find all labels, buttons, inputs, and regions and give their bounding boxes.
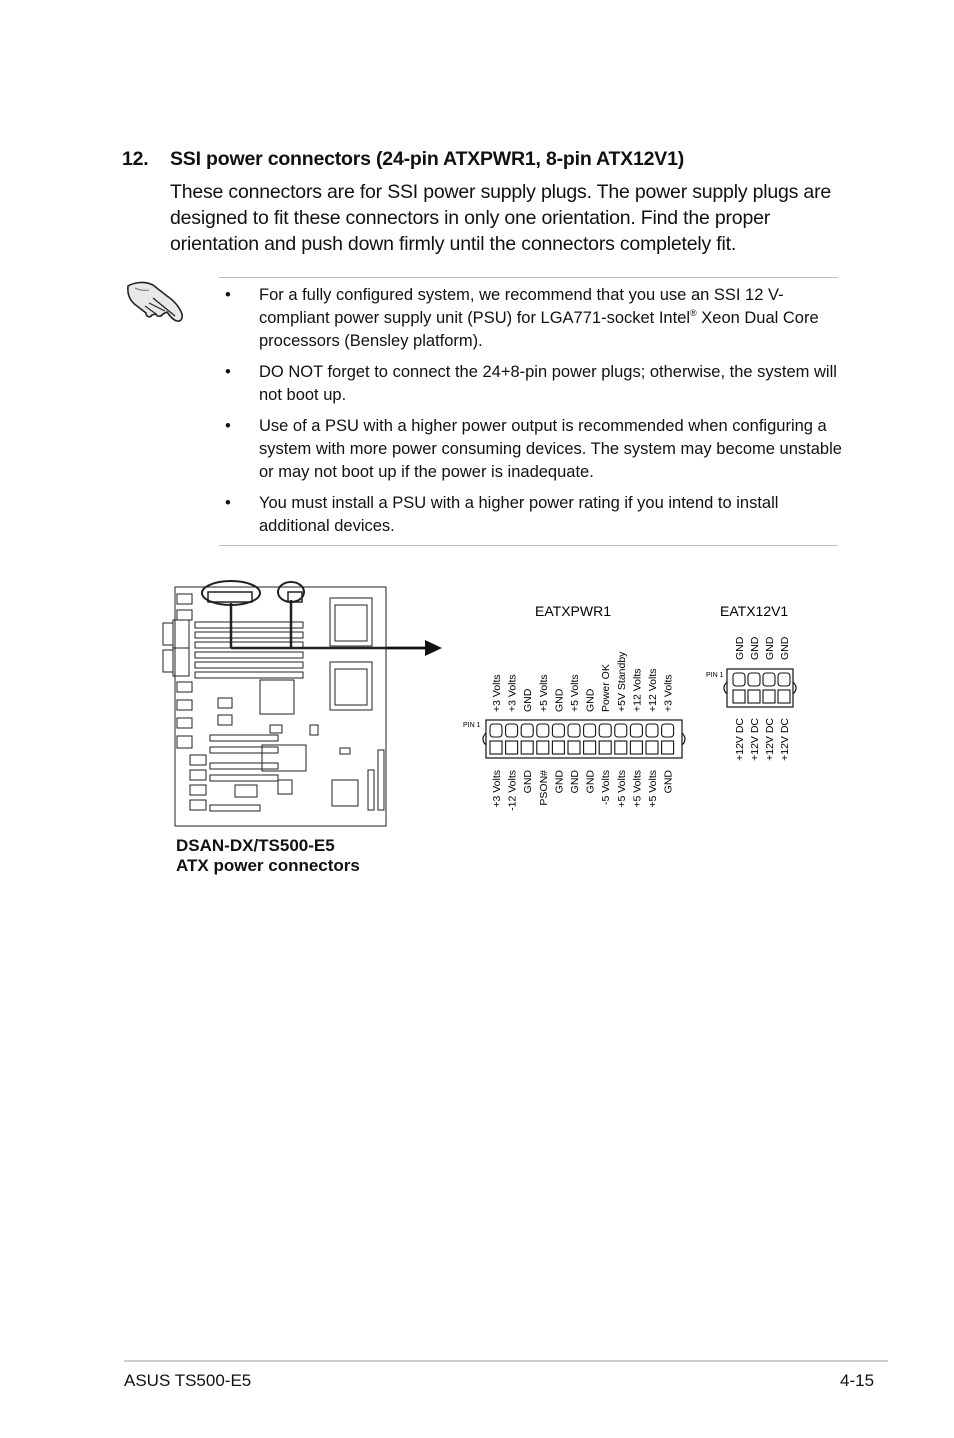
eatxpwr1-pin bbox=[599, 741, 611, 754]
eatxpwr1-pin bbox=[568, 741, 580, 754]
eatxpwr1-bottom-pin-label: +5 Volts bbox=[615, 770, 628, 808]
eatx12v1-bottom-pin-label: +12V DC bbox=[779, 718, 791, 761]
eatxpwr1-top-pin-label: +3 Volts bbox=[662, 674, 675, 712]
eatx12v1-bottom-pin-label: +12V DC bbox=[734, 718, 746, 761]
footer-product: ASUS TS500-E5 bbox=[124, 1371, 252, 1390]
eatxpwr1-bottom-pin-label: GND bbox=[522, 770, 535, 794]
section-number: 12. bbox=[122, 148, 149, 170]
eatx12v1-pin bbox=[733, 690, 745, 703]
eatxpwr1-pin bbox=[615, 741, 627, 754]
eatxpwr1-bottom-pin-label: +5 Volts bbox=[647, 770, 659, 808]
eatx12v1-bottom-labels bbox=[734, 718, 791, 761]
eatxpwr1-label: EATXPWR1 bbox=[535, 603, 611, 619]
eatx12v1-pin bbox=[748, 690, 760, 703]
eatxpwr1-pin bbox=[506, 741, 518, 754]
bullet: • bbox=[225, 286, 231, 304]
eatxpwr1-pin bbox=[521, 741, 533, 754]
note-item: • You must install a PSU with a higher power rating if you intend to install additional devices. bbox=[225, 494, 779, 535]
hand-pointing-icon bbox=[123, 276, 185, 328]
eatx12v1-pin bbox=[763, 690, 775, 703]
eatx12v1-top-pin-label: GND bbox=[734, 636, 746, 660]
eatxpwr1-bottom-labels bbox=[491, 770, 675, 811]
eatxpwr1-pin bbox=[646, 741, 658, 754]
eatx12v1-pin bbox=[778, 690, 790, 703]
eatxpwr1-pin bbox=[630, 724, 642, 737]
eatxpwr1-bottom-pin-label: +3 Volts bbox=[491, 770, 503, 808]
eatxpwr1-bottom-pin-label: GND bbox=[662, 770, 675, 794]
eatx12v1-bottom-pin-label: +12V DC bbox=[749, 718, 761, 761]
eatxpwr1-top-pin-label: +3 Volts bbox=[506, 674, 519, 712]
section-intro: These connectors are for SSI power supply plugs. The power supply plugs are designed to fit these connectors in only one orientation. Find the proper orientation and push down firmly until the connectors completely fit. bbox=[170, 181, 832, 255]
eatxpwr1-pin bbox=[552, 724, 564, 737]
pointer-arrow bbox=[386, 640, 442, 656]
note-item: • Use of a PSU with a higher power output is recommended when configuring a system with more power consuming devices. The system may become unstable or may not boot up if the power is inadequate. bbox=[225, 417, 842, 481]
eatxpwr1-top-pin-label: +5 Volts bbox=[569, 674, 581, 712]
note-top-divider bbox=[219, 277, 838, 278]
eatxpwr1-pin bbox=[521, 724, 533, 737]
eatxpwr1-pin bbox=[646, 724, 658, 737]
eatxpwr1-pin bbox=[506, 724, 518, 737]
eatxpwr1-pin bbox=[490, 724, 502, 737]
eatx12v1-top-pin-label: GND bbox=[764, 636, 776, 660]
eatx12v1-pin bbox=[763, 673, 775, 686]
eatxpwr1-pin bbox=[552, 741, 564, 754]
bullet: • bbox=[225, 363, 231, 381]
eatx12v1-bottom-pin-label: +12V DC bbox=[764, 718, 776, 761]
eatx12v1-pin bbox=[748, 673, 760, 686]
eatxpwr1-top-pin-label: +12 Volts bbox=[631, 668, 644, 712]
eatxpwr1-bottom-pin-label: +5 Volts bbox=[631, 770, 644, 808]
caption-model: DSAN-DX/TS500-E5 bbox=[176, 836, 335, 855]
eatxpwr1-pin bbox=[537, 741, 549, 754]
eatxpwr1-pin bbox=[630, 741, 642, 754]
section-heading bbox=[122, 148, 684, 171]
eatxpwr1-pin bbox=[662, 741, 674, 754]
eatxpwr1-top-pin-label: +3 Volts bbox=[491, 674, 503, 712]
eatxpwr1-top-pin-label: +5V Standby bbox=[615, 651, 628, 712]
note-item: • DO NOT forget to connect the 24+8-pin power plugs; otherwise, the system will not boot up. bbox=[225, 363, 837, 404]
eatxpwr1-pin bbox=[615, 724, 627, 737]
note-list bbox=[222, 284, 842, 538]
eatx12v1-pin bbox=[778, 673, 790, 686]
eatxpwr1-bottom-pin-label: GND bbox=[569, 770, 581, 794]
eatxpwr1-top-pin-label: Power OK bbox=[600, 664, 613, 712]
eatx12v1-top-labels bbox=[734, 636, 791, 660]
bullet: • bbox=[225, 417, 231, 435]
eatxpwr1-pin bbox=[662, 724, 674, 737]
note-bottom-divider bbox=[219, 545, 838, 546]
eatx12v1-top-pin-label: GND bbox=[779, 636, 791, 660]
eatx12v1-pin1-label: PIN 1 bbox=[706, 672, 724, 679]
diagram-caption bbox=[176, 836, 360, 876]
note-item: • For a fully configured system, we recommend that you use an SSI 12 V-compliant power supply unit (PSU) for LGA771-socket Intel® Xeon Dual Core processors (Bensley platform). bbox=[225, 286, 819, 350]
eatxpwr1-top-pin-label: GND bbox=[553, 688, 566, 712]
eatxpwr1-bottom-pin-label: GND bbox=[553, 770, 566, 794]
motherboard-illustration bbox=[163, 581, 425, 826]
eatxpwr1-bottom-pin-label: GND bbox=[584, 770, 597, 794]
eatxpwr1-pin bbox=[584, 724, 596, 737]
eatxpwr1-pin bbox=[537, 724, 549, 737]
eatxpwr1-pin bbox=[490, 741, 502, 754]
eatxpwr1-top-pin-label: GND bbox=[522, 688, 535, 712]
eatxpwr1-top-pin-label: +12 Volts bbox=[647, 668, 659, 712]
eatxpwr1-bottom-pin-label: -12 Volts bbox=[506, 770, 519, 811]
section-title: SSI power connectors (24-pin ATXPWR1, 8-pin ATX12V1) bbox=[170, 148, 685, 170]
eatxpwr1-top-pin-label: +5 Volts bbox=[537, 674, 550, 712]
eatxpwr1-pin bbox=[599, 724, 611, 737]
eatx12v1-pins bbox=[733, 673, 790, 703]
eatxpwr1-bottom-pin-label: PSON# bbox=[537, 770, 550, 806]
footer-divider bbox=[124, 1360, 888, 1362]
eatxpwr1-pin1-label: PIN 1 bbox=[463, 722, 481, 729]
eatxpwr1-pins bbox=[490, 724, 674, 754]
eatxpwr1-pin bbox=[568, 724, 580, 737]
eatxpwr1-top-pin-label: GND bbox=[584, 688, 597, 712]
bullet: • bbox=[225, 494, 231, 512]
caption-title: ATX power connectors bbox=[176, 856, 360, 875]
eatx12v1-top-pin-label: GND bbox=[749, 636, 761, 660]
eatxpwr1-pin bbox=[584, 741, 596, 754]
eatxpwr1-top-labels bbox=[491, 651, 675, 712]
eatx12v1-pin bbox=[733, 673, 745, 686]
footer-page-number: 4-15 bbox=[840, 1371, 875, 1390]
eatx12v1-label: EATX12V1 bbox=[720, 603, 789, 619]
eatxpwr1-bottom-pin-label: -5 Volts bbox=[600, 770, 613, 806]
